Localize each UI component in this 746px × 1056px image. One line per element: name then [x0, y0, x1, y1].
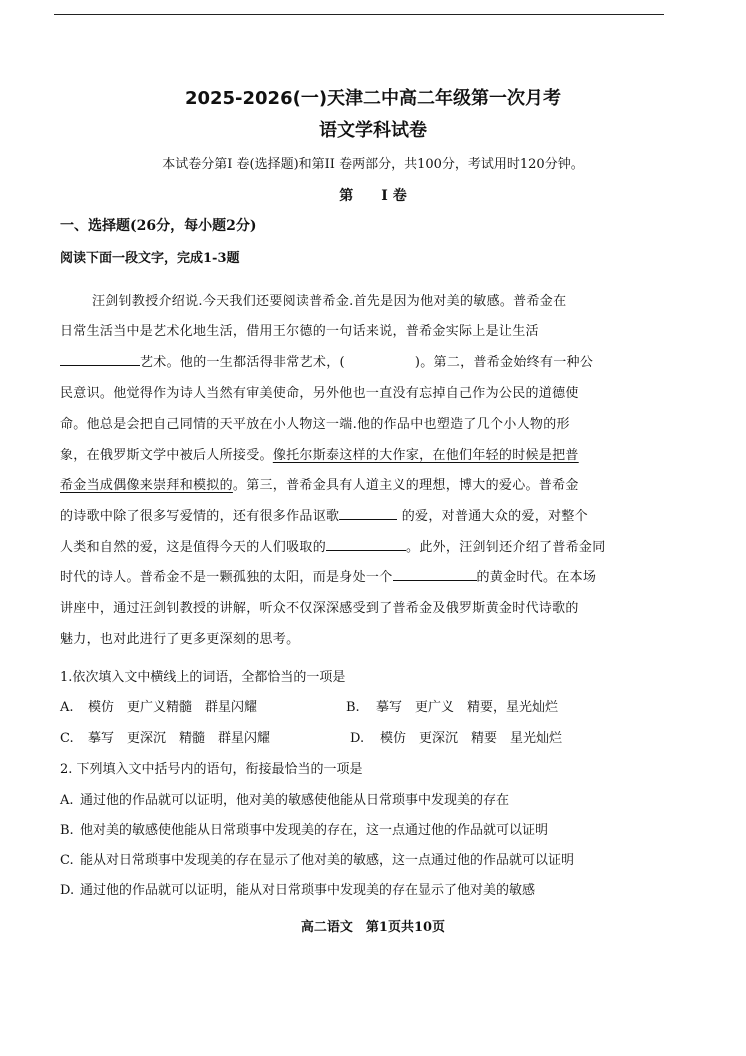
- option-text[interactable]: 模仿 更深沉 精要 星光灿烂: [380, 731, 563, 746]
- passage-line: 象，在俄罗斯文学中被后人所接受。像托尔斯泰这样的大作家，在他们年轻的时候是把普: [60, 448, 579, 463]
- option-text[interactable]: 模仿 更广义精髓 群星闪耀: [88, 700, 258, 715]
- fill-blank-4[interactable]: [393, 567, 477, 581]
- passage-line: 的诗歌中除了很多写爱情的，还有很多作品讴歌 的爱，对普通大众的爱，对整个: [60, 505, 660, 524]
- question-stem: 2. 下列填入文中括号内的语句，衔接最恰当的一项是: [60, 762, 363, 777]
- page-footer: 高二语文 第1页共10页: [300, 920, 446, 935]
- option-letter[interactable]: C.: [60, 731, 74, 746]
- option-row: [60, 849, 574, 868]
- option-row: [60, 727, 562, 746]
- passage-line: 希金当成偶像来崇拜和模拟的。第三，普希金具有人道主义的理想，博大的爱心。普希金: [60, 478, 579, 493]
- exam-title: 2025-2026(一)天津二中高二年级第一次月考: [184, 88, 562, 109]
- option-text[interactable]: 能从对日常琐事中发现美的存在显示了他对美的敏感，这一点通过他的作品就可以证明: [80, 853, 575, 868]
- passage-line: 日常生活当中是艺术化地生活，借用王尔德的一句话来说，普希金实际上是让生活: [60, 324, 539, 339]
- option-text[interactable]: 他对美的敏感使他能从日常琐事中发现美的存在，这一点通过他的作品就可以证明: [80, 823, 549, 838]
- passage-line: 汪剑钊教授介绍说.今天我们还要阅读普希金.首先是因为他对美的敏感。普希金在: [92, 294, 567, 309]
- underlined-sentence: 希金当成偶像来崇拜和模拟的: [60, 478, 233, 493]
- option-letter[interactable]: D.: [350, 731, 365, 746]
- passage-line: 讲座中，通过汪剑钊教授的讲解，听众不仅深深感受到了普希金及俄罗斯黄金时代诗歌的: [60, 601, 579, 616]
- option-text[interactable]: 摹写 更深沉 精髓 群星闪耀: [88, 731, 271, 746]
- volume-heading: [0, 185, 746, 205]
- question-stem: 1.依次填入文中横线上的词语，全都恰当的一项是: [60, 670, 346, 685]
- passage-line: 时代的诗人。普希金不是一颗孤独的太阳，而是身处一个 的黄金时代。在本场: [60, 566, 660, 585]
- option-letter[interactable]: D.: [60, 883, 75, 898]
- option-row: [60, 789, 509, 808]
- option-row: [60, 696, 558, 715]
- volume-label-second: I 卷: [381, 188, 407, 204]
- passage-line: 艺术。他的一生都活得非常艺术，( )。第二，普希金始终有一种公: [60, 351, 660, 370]
- top-rule: [54, 14, 664, 15]
- option-row: [60, 819, 548, 838]
- option-text[interactable]: 摹写 更广义 精要，星光灿烂: [376, 700, 559, 715]
- passage-line: 民意识。他觉得作为诗人当然有审美使命，另外他也一直没有忘掉自己作为公民的道德使: [60, 386, 579, 401]
- exam-intro: 本试卷分第I 卷(选择题)和第II 卷两部分，共100分，考试用时120分钟。: [162, 157, 584, 172]
- fill-blank-3[interactable]: [326, 537, 406, 551]
- passage-line: 命。他总是会把自己同情的天平放在小人物这一端.他的作品中也塑造了几个小人物的形: [60, 417, 570, 432]
- option-letter[interactable]: B.: [346, 700, 360, 715]
- option-text[interactable]: 通过他的作品就可以证明，能从对日常琐事中发现美的存在显示了他对美的敏感: [80, 883, 536, 898]
- option-letter[interactable]: A.: [60, 793, 74, 808]
- passage-line: 人类和自然的爱，这是值得今天的人们吸取的 。此外，汪剑钊还介绍了普希金同: [60, 536, 660, 555]
- fill-blank-2[interactable]: [339, 506, 397, 520]
- option-letter[interactable]: B.: [60, 823, 74, 838]
- volume-label-first: 第: [339, 188, 354, 204]
- option-row: [60, 879, 535, 898]
- option-letter[interactable]: C.: [60, 853, 74, 868]
- option-letter[interactable]: A.: [60, 700, 74, 715]
- fill-blank-1[interactable]: [60, 352, 140, 366]
- passage-line: 魅力，也对此进行了更多更深刻的思考。: [60, 632, 300, 647]
- section-heading: 一、选择题(26分，每小题2分): [60, 218, 257, 234]
- option-text[interactable]: 通过他的作品就可以证明，他对美的敏感使他能从日常琐事中发现美的存在: [80, 793, 510, 808]
- exam-subtitle: 语文学科试卷: [319, 120, 427, 141]
- underlined-sentence: 像托尔斯泰这样的大作家，在他们年轻的时候是把普: [272, 448, 579, 463]
- reading-prompt: 阅读下面一段文字，完成1-3题: [60, 251, 240, 266]
